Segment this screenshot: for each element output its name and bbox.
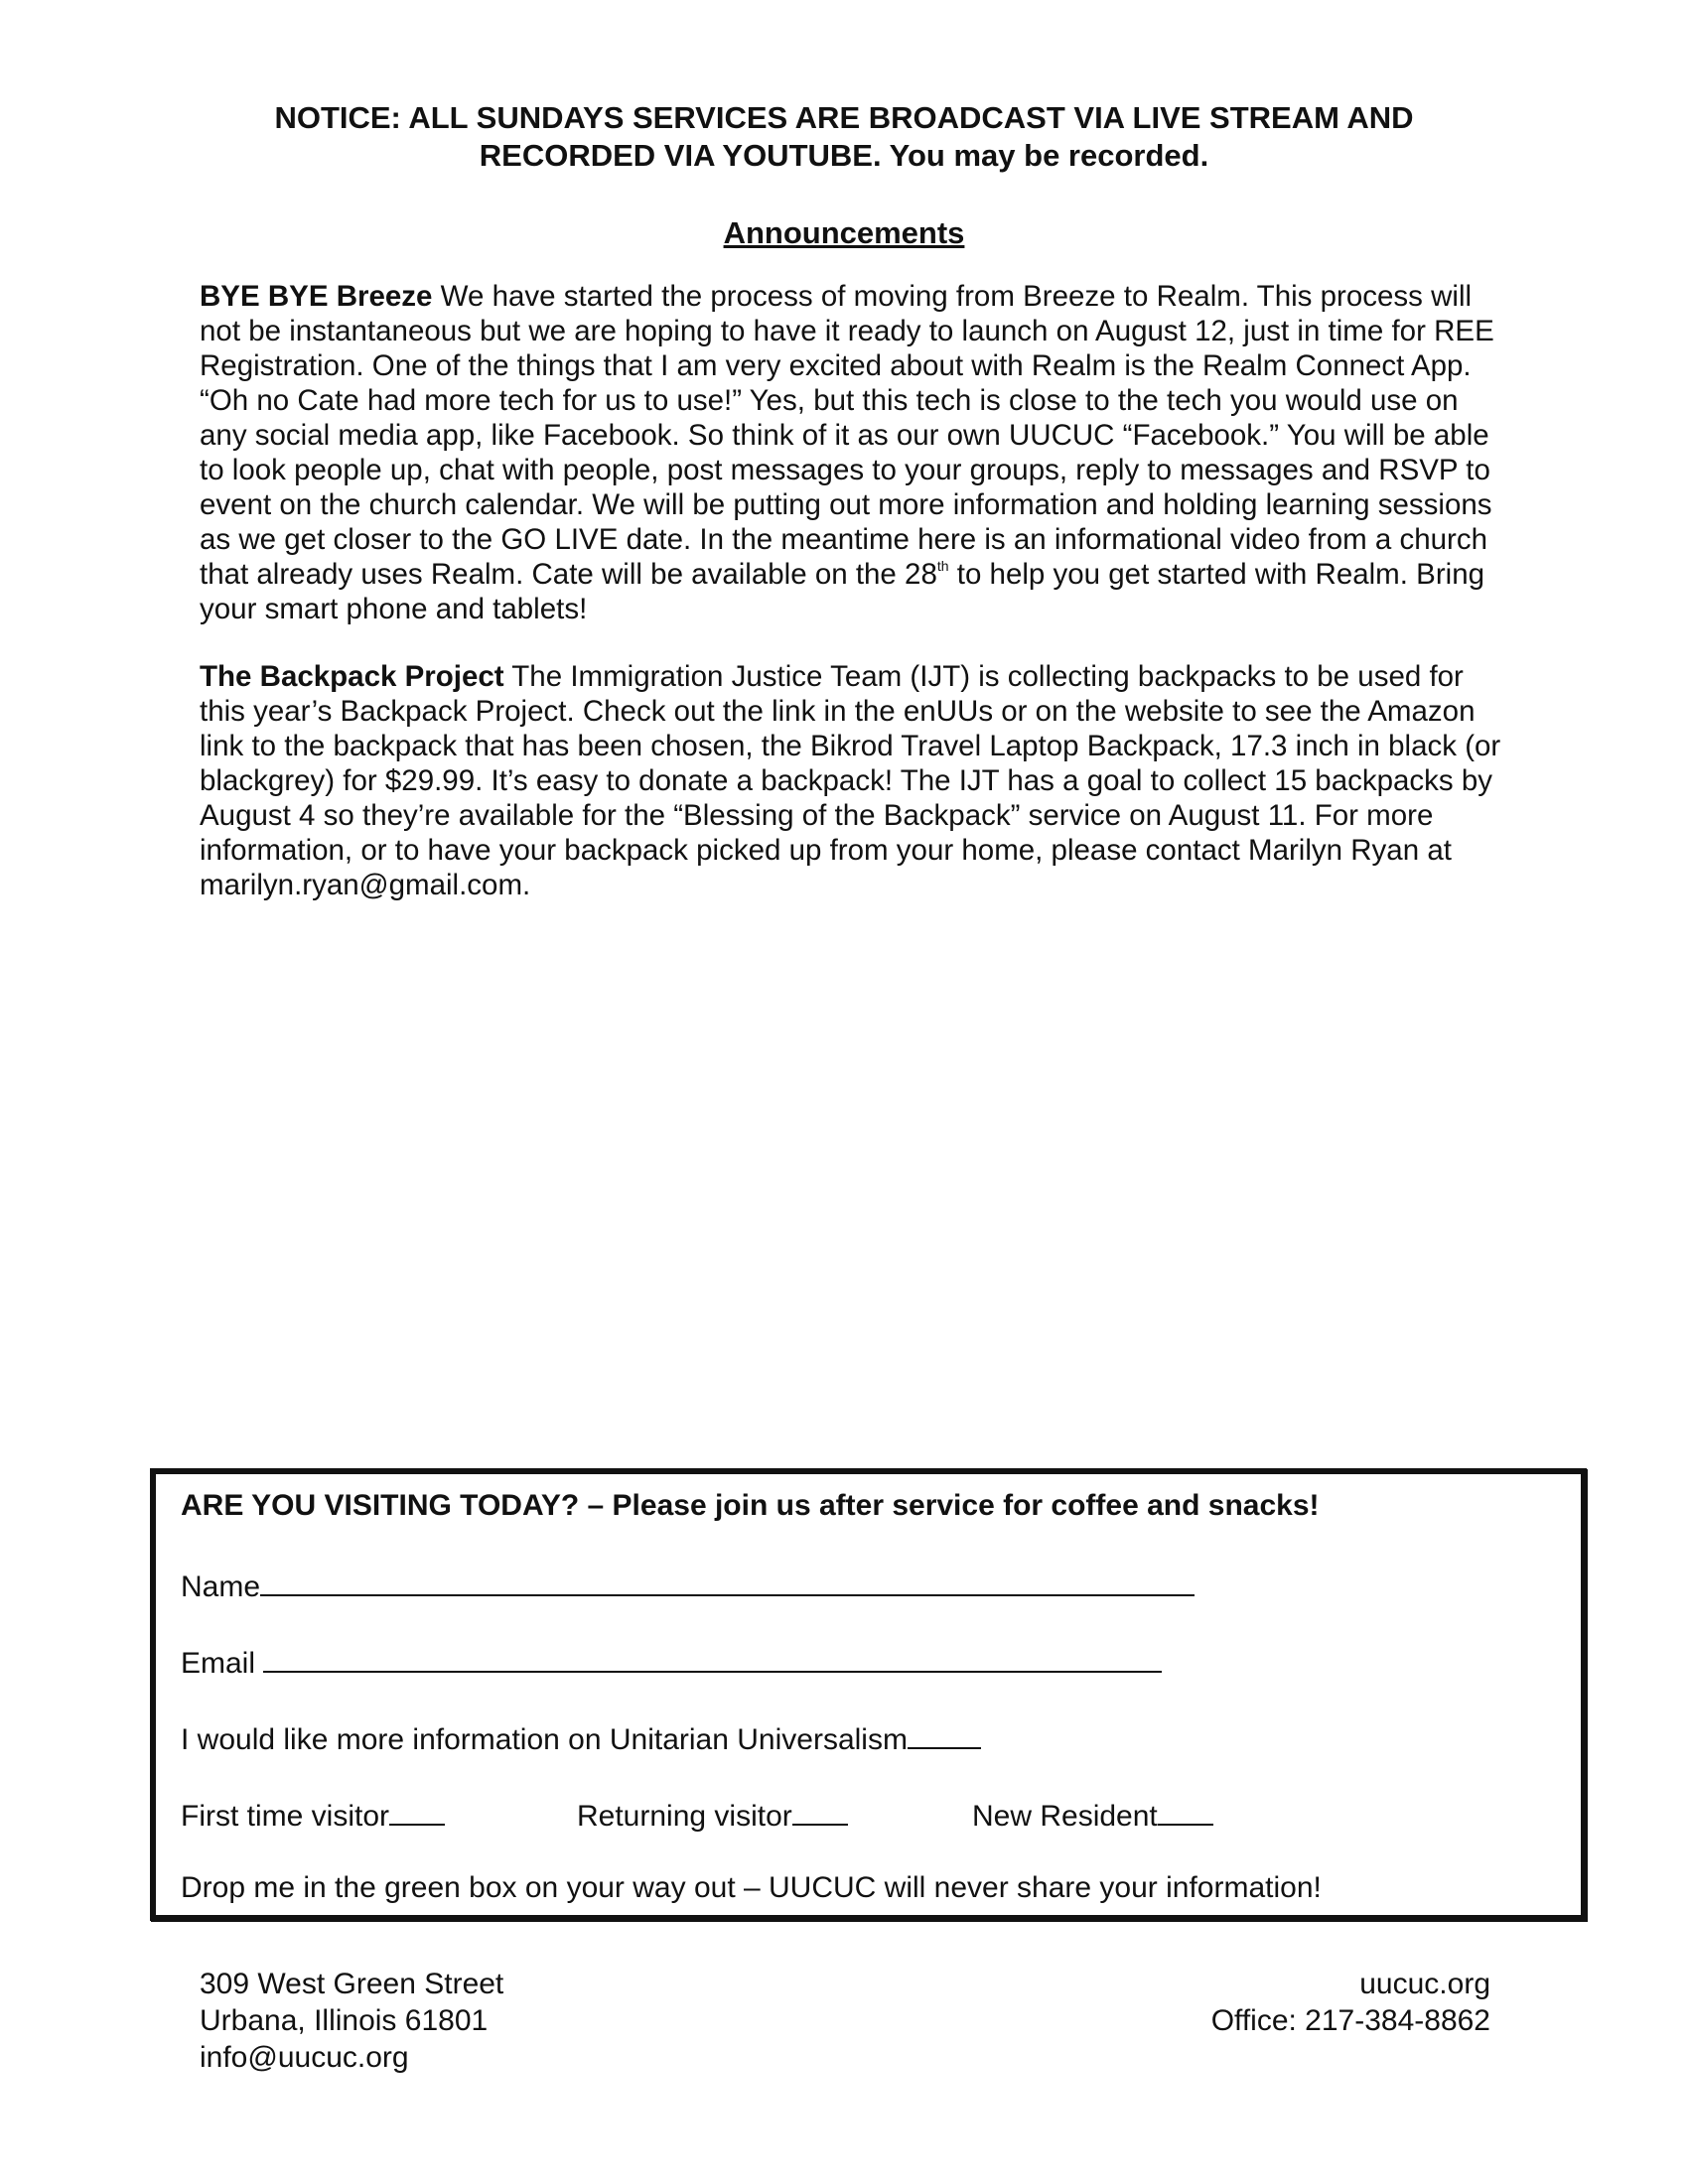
footer-office-phone: Office: 217-384-8862 xyxy=(1210,2004,1490,2037)
new-resident-label: New Resident xyxy=(972,1800,1158,1833)
breeze-body-part1: We have started the process of moving from Breeze to Realm. This process will not be instantaneous but we are hoping to have it ready to launch on August 12, just in time for REE Registration. One of the things that I am very excited about with Realm is the Realm Connect App. “Oh no Cate had more tech for us to use!” Yes, but this tech is close to the tech you would use on any social media app, like Facebook. So think of it as our own UUCUC “Facebook.” You will be able to look people up, chat with people, post messages to your groups, reply to messages and RSVP to event on the church calendar. We will be putting out more information and holding learning sessions as we get closer to the GO LIVE date. In the meantime here is an informational video from a church that already uses Realm. Cate will be available on the 28 xyxy=(200,280,1494,591)
returning-visitor-label: Returning visitor xyxy=(577,1800,792,1833)
first-time-visitor-label: First time visitor xyxy=(181,1800,389,1833)
first-time-visitor-option xyxy=(181,1794,445,1835)
backpack-title: The Backpack Project xyxy=(200,660,504,693)
name-row xyxy=(181,1565,1195,1605)
returning-visitor-field[interactable] xyxy=(792,1794,848,1826)
breeze-title: BYE BYE Breeze xyxy=(200,280,433,313)
address-city: Urbana, Illinois 61801 xyxy=(200,2004,489,2037)
drop-box-instructions: Drop me in the green box on your way out – UUCUC will never share your information! xyxy=(181,1871,1322,1904)
email-field[interactable] xyxy=(263,1641,1162,1673)
backpack-body: The Immigration Justice Team (IJT) is collecting backpacks to be used for this year’s Backpack Project. Check out the link in the enUUs or on the website to see the Amazon link to the backpack that has been chosen, the Bikrod Travel Laptop Backpack, 17.3 inch in black (or blackgrey) for $29.99. It’s easy to donate a backpack! The IJT has a goal to collect 15 backpacks by August 4 so they’re available for the “Blessing of the Backpack” service on August 11. For more information, or to have your backpack picked up from your home, please contact Marilyn Ryan at marilyn.ryan@gmail.com. xyxy=(200,660,1501,901)
footer-email: info@uucuc.org xyxy=(200,2041,409,2074)
broadcast-notice xyxy=(149,99,1539,175)
name-field[interactable] xyxy=(260,1565,1195,1596)
more-info-field[interactable] xyxy=(908,1717,981,1749)
breeze-announcement xyxy=(200,279,1510,626)
address-street: 309 West Green Street xyxy=(200,1968,504,2000)
name-label: Name xyxy=(181,1570,261,1603)
email-row xyxy=(181,1641,1162,1682)
new-resident-option xyxy=(972,1794,1213,1835)
breeze-superscript: th xyxy=(936,558,949,574)
email-label: Email xyxy=(181,1647,256,1680)
visitor-card xyxy=(150,1468,1587,1921)
footer-website: uucuc.org xyxy=(1359,1968,1490,2000)
more-info-row xyxy=(181,1717,981,1758)
footer-contact xyxy=(1211,1966,1490,2039)
footer-address xyxy=(200,1966,503,2076)
announcements-heading: Announcements xyxy=(723,215,965,250)
visitor-type-row xyxy=(181,1794,1551,1833)
new-resident-field[interactable] xyxy=(1158,1794,1213,1826)
visitor-card-title: ARE YOU VISITING TODAY? – Please join us after service for coffee and snacks! xyxy=(181,1489,1320,1522)
more-info-label: I would like more information on Unitarian Universalism xyxy=(181,1723,908,1756)
breeze-body-part2: to help you get started with Realm. Bring your smart phone and tablets! xyxy=(200,558,1485,625)
first-time-visitor-field[interactable] xyxy=(389,1794,445,1826)
returning-visitor-option xyxy=(577,1794,848,1835)
backpack-announcement xyxy=(200,659,1510,902)
notice-line-1: NOTICE: ALL SUNDAYS SERVICES ARE BROADCAST VIA LIVE STREAM AND xyxy=(274,100,1414,135)
notice-line-2: RECORDED VIA YOUTUBE. You may be recorded. xyxy=(479,138,1209,173)
